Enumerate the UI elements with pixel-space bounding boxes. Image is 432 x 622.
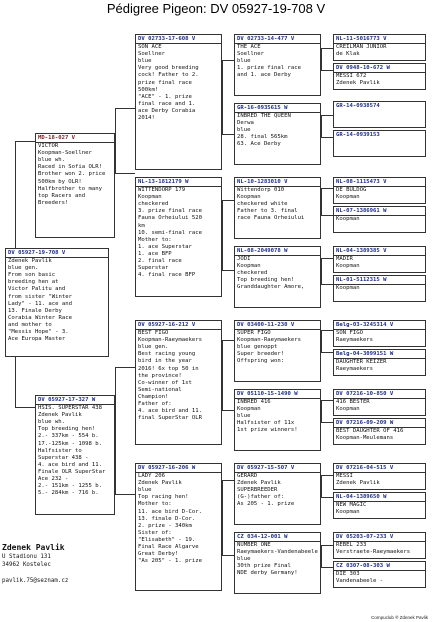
info-line: Derwa: [237, 120, 254, 127]
connector: [15, 357, 16, 407]
ring-number: DV 05927-16-206 W: [138, 465, 196, 471]
info-line: Koopman: [336, 285, 360, 292]
info-line: Superstar 438 -: [38, 454, 89, 461]
owner-block: [2, 542, 68, 585]
info-line: Raced in Sofia OLR!: [38, 164, 102, 171]
ring-number: DV 05110-15-1490 W: [237, 391, 298, 397]
connector: [222, 555, 234, 556]
pedigree-box-gen5[interactable]: [333, 101, 426, 128]
owner-address: U Stadionu 131: [2, 554, 51, 560]
info-line: blue: [138, 58, 152, 65]
info-line: Koopman-Raeymaekers: [237, 337, 301, 344]
info-line: THE ACE: [237, 44, 261, 51]
info-line: 2016! 6x top 50 in: [138, 365, 199, 372]
info-line: Koopman: [237, 406, 261, 413]
connector: [115, 108, 135, 109]
info-line: blue gen.: [8, 265, 39, 272]
connector: [321, 545, 333, 546]
info-line: checkered white: [237, 201, 288, 208]
info-line: SUPERBREEDER: [237, 487, 278, 494]
info-line: NUMBER ONE: [237, 542, 271, 549]
connector: [321, 400, 333, 401]
connector: [321, 284, 333, 285]
ring-number: GR-14-0938574: [336, 103, 380, 109]
info-line: 3. prize final race: [138, 208, 202, 215]
ring-number: CZ 0307-08-303 W: [336, 563, 390, 569]
ring-number: CZ 034-12-001 W: [237, 534, 288, 540]
info-line: 2014!: [138, 115, 155, 122]
connector: [222, 340, 223, 410]
connector: [321, 48, 322, 70]
pedigree-box-dss[interactable]: [234, 320, 321, 382]
connector: [222, 480, 234, 481]
pedigree-box-gen5[interactable]: [333, 532, 426, 559]
info-line: 30th prize Final: [237, 563, 291, 570]
connector: [321, 115, 333, 116]
ring-number: MD-18-027 V: [38, 135, 76, 141]
info-line: CREILMAN JUNIOR: [336, 44, 387, 51]
connector: [321, 48, 333, 49]
info-line: Sister of:: [138, 529, 172, 536]
info-line: the province!: [138, 372, 182, 379]
info-line: JODI: [237, 256, 251, 263]
connector: [321, 330, 322, 352]
connector: [115, 367, 135, 368]
info-line: Koopman: [336, 263, 360, 270]
pedigree-box-gen5[interactable]: [333, 34, 426, 61]
info-line: Final Race Algarve: [138, 544, 199, 551]
connector: [321, 137, 333, 138]
info-line: REBEL 233: [336, 542, 367, 549]
info-line: 10. semi-final race: [138, 229, 202, 236]
info-line: Finale OLR SuperStar: [38, 468, 106, 475]
pedigree-box-sss[interactable]: [234, 34, 321, 96]
pedigree-box-sire[interactable]: [35, 133, 115, 238]
pedigree-box-sd[interactable]: [135, 177, 222, 297]
info-line: INBRED THE QUEEN: [237, 113, 291, 120]
pedigree-box-dds[interactable]: [234, 463, 321, 525]
info-line: ace Derby Corabia: [138, 107, 196, 114]
connector: [321, 188, 333, 189]
connector: [222, 340, 234, 341]
pedigree-box-gen5[interactable]: [333, 389, 426, 416]
ring-number: NL-04-1389650 W: [336, 494, 387, 500]
info-line: Brother won 2. price: [38, 171, 106, 178]
info-line: cock! Father to 2.: [138, 72, 199, 79]
info-line: Great Derby!: [138, 551, 179, 558]
pedigree-box-gen5[interactable]: [333, 275, 426, 302]
info-line: Very good breeding: [138, 65, 199, 72]
connector: [222, 60, 234, 61]
info-line: and 1. ace Derby: [237, 72, 291, 79]
info-line: Ace Europa Master: [8, 336, 66, 343]
footer-credit: Compuclub ® Zdenek Pavlik: [371, 615, 428, 620]
info-line: Semi-national: [138, 386, 182, 393]
pedigree-box-gen5[interactable]: [333, 349, 426, 376]
ring-number: DV 02733-14-477 V: [237, 36, 295, 42]
info-line: 1st prize winners!: [237, 427, 298, 434]
info-line: Koopman: [336, 406, 360, 413]
connector: [222, 270, 234, 271]
info-line: Koopman: [237, 194, 261, 201]
info-line: GERARD: [237, 473, 258, 480]
pedigree-box-gen5[interactable]: [333, 463, 426, 490]
info-line: blue: [237, 58, 251, 65]
info-line: 5.- 284km - 716 b.: [38, 490, 99, 497]
info-line: Koopman: [336, 194, 360, 201]
ring-number: DV 05927-15-507 V: [237, 465, 295, 471]
connector: [222, 200, 234, 201]
connector: [321, 422, 333, 423]
info-line: 4. ace bird and 11.: [138, 408, 202, 415]
info-line: Koopman: [336, 509, 360, 516]
connector: [15, 141, 35, 142]
pedigree-box-dam[interactable]: [35, 395, 115, 515]
info-line: 2. final race: [138, 258, 182, 265]
ring-number: NL-08-2049078 W: [237, 248, 288, 254]
info-line: 11. ace bird D-Cor.: [138, 508, 202, 515]
info-line: 4. ace bird and 11.: [38, 461, 102, 468]
info-line: 13. Finale Derby: [8, 307, 62, 314]
pedigree-box-gen5[interactable]: [333, 418, 426, 445]
info-line: 416 BESTER: [336, 399, 370, 406]
info-line: MESSI 672: [336, 73, 367, 80]
info-line: 500km!: [138, 86, 159, 93]
info-line: SON FIGO: [336, 330, 363, 337]
info-line: blue: [237, 413, 251, 420]
info-line: 2.- 151km - 1255 b.: [38, 483, 102, 490]
ring-number: NL-07-1386961 W: [336, 208, 387, 214]
pedigree-box-ssd[interactable]: [234, 103, 321, 165]
info-line: BEST DAUGHTER OF 416: [336, 428, 404, 435]
info-line: bird in the year: [138, 358, 192, 365]
info-line: Soellner: [237, 51, 264, 58]
info-line: Zdenek Pavlik: [336, 80, 380, 87]
ring-number: DV 05927-17-327 W: [38, 397, 96, 403]
info-line: Koopman-Raeymaekers: [138, 337, 202, 344]
info-line: Mother to:: [138, 236, 172, 243]
info-line: 4. final race BFP: [138, 272, 196, 279]
pedigree-box-dsd[interactable]: [234, 389, 321, 451]
pedigree-box-sdd[interactable]: [234, 246, 321, 308]
info-line: "Messis Hope" - 3.: [8, 329, 69, 336]
connector: [321, 475, 333, 476]
info-line: Ace 232 -: [38, 476, 69, 483]
pedigree-box-gen5[interactable]: [333, 492, 426, 519]
info-line: Raeymaekers: [336, 337, 374, 344]
info-line: Offspring won:: [237, 358, 285, 365]
connector: [321, 545, 322, 567]
pedigree-box-gen5[interactable]: [333, 130, 426, 157]
info-line: DE BULDOG: [336, 187, 367, 194]
ring-number: NL-08-1115473 V: [336, 179, 387, 185]
ring-number: Belg-03-3245314 V: [336, 322, 394, 328]
connector: [321, 258, 322, 284]
connector: [222, 134, 234, 135]
info-line: Lady" - 11. ace and: [8, 300, 72, 307]
info-line: Superstar: [138, 265, 169, 272]
info-line: Victor Palitu and: [8, 286, 66, 293]
info-line: Breeders!: [38, 199, 69, 206]
info-line: top Racers and: [38, 192, 86, 199]
ring-number: NL-10-1283010 V: [237, 179, 288, 185]
info-line: Raeymaekers-Vandenabeele: [237, 549, 318, 556]
connector: [321, 258, 333, 259]
info-line: Verstraete-Raeymaekers: [336, 549, 411, 556]
pedigree-box-ddd[interactable]: [234, 532, 321, 594]
pedigree-box-ss[interactable]: [135, 34, 222, 170]
ring-number: NL-04-1389385 V: [336, 248, 387, 254]
connector: [321, 497, 333, 498]
connector: [321, 215, 333, 216]
connector: [222, 480, 223, 555]
info-line: WITTENDORP 179: [138, 187, 186, 194]
info-line: Vandenabeele -: [336, 578, 384, 585]
info-line: Zdenek Pavlik: [38, 412, 82, 419]
info-line: "ACE" - 1. prize: [138, 93, 192, 100]
info-line: blue gen.: [138, 344, 169, 351]
info-line: Champion!: [138, 393, 169, 400]
info-line: Koopman-Meulemans: [336, 435, 394, 442]
info-line: 17.-125km - 1098 b.: [38, 440, 102, 447]
ring-number: DV 07216-10-850 V: [336, 391, 394, 397]
info-line: km: [138, 222, 145, 229]
connector: [321, 352, 333, 353]
info-line: NEW MAGIC: [336, 502, 367, 509]
info-line: Best racing young: [138, 351, 196, 358]
info-line: de Klak: [336, 51, 360, 58]
info-line: "As 205" - 1. prize: [138, 558, 202, 565]
info-line: Father to 3. final: [237, 208, 298, 215]
info-line: blue: [237, 127, 251, 134]
info-line: and mother to: [8, 321, 52, 328]
ring-number: DV 03400-11-230 V: [237, 322, 295, 328]
info-line: 13. finale D-Cor.: [138, 515, 196, 522]
info-line: (G-)father of:: [237, 494, 285, 501]
info-line: Halfsister of 11x: [237, 420, 295, 427]
ring-number: DV 07216-09-209 W: [336, 420, 394, 426]
ring-number: NL-11-5016773 V: [336, 36, 387, 42]
owner-city: 34962 Kostelec: [2, 562, 51, 568]
info-line: Fauna Orheiului 520: [138, 215, 202, 222]
info-line: race Fauna Orheiului: [237, 215, 305, 222]
connector: [15, 407, 35, 408]
info-line: DIE 303: [336, 571, 360, 578]
info-line: Top breeding hen!: [237, 277, 295, 284]
info-line: Co-winner of 1st: [138, 379, 192, 386]
info-line: Koopman: [237, 263, 261, 270]
pedigree-box-gen5[interactable]: [333, 177, 426, 204]
page-title: Pédigree Pigeon: DV 05927-19-708 V: [106, 1, 326, 16]
info-line: From son basic: [8, 272, 56, 279]
info-line: Zdenek Pavlik: [138, 480, 182, 487]
info-line: NDE derby Germany!: [237, 570, 298, 577]
connector: [115, 108, 116, 173]
info-line: Mother to:: [138, 501, 172, 508]
info-line: 28. final 565km: [237, 134, 288, 141]
connector: [321, 115, 322, 137]
info-line: 1. ace BFP: [138, 250, 172, 257]
ring-number: GR-14-0939153: [336, 132, 380, 138]
connector: [321, 567, 333, 568]
info-line: Father of:: [138, 401, 172, 408]
info-line: blue: [138, 487, 152, 494]
info-line: "Elisabeth" - 19.: [138, 536, 196, 543]
info-line: Halfbrother to many: [38, 185, 102, 192]
info-line: from sister "Winter: [8, 293, 72, 300]
info-line: Koopman-Soellner: [38, 150, 92, 157]
connector: [115, 494, 135, 495]
pedigree-box-ds[interactable]: [135, 320, 222, 445]
info-line: HSIS. SUPERSTAR 438: [38, 405, 102, 412]
info-line: SON ACE: [138, 44, 162, 51]
pedigree-box-sds[interactable]: [234, 177, 321, 239]
info-line: Halfsister to: [38, 447, 82, 454]
info-line: BEST FIGO: [138, 330, 169, 337]
info-line: Corabia Winter Race: [8, 314, 72, 321]
info-line: Zdenek Pavlik: [336, 480, 380, 487]
info-line: VICTOR: [38, 143, 59, 150]
info-line: Raeymaekers: [336, 366, 374, 373]
info-line: Koopman: [336, 216, 360, 223]
connector: [115, 173, 135, 174]
connector: [15, 141, 16, 248]
ring-number: Belg-04-3099151 W: [336, 351, 394, 357]
pedigree-box-gen5[interactable]: [333, 206, 426, 233]
info-line: Zdenek Pavlik: [237, 480, 281, 487]
ring-number: NL-13-1812179 W: [138, 179, 189, 185]
info-line: breeding hen at: [8, 279, 59, 286]
ring-number: DV 05203-07-233 V: [336, 534, 394, 540]
connector: [321, 475, 322, 497]
info-line: As 205 - 1. prize: [237, 501, 295, 508]
info-line: Granddaughter Amore,: [237, 284, 305, 291]
info-line: LADY 206: [138, 473, 165, 480]
info-line: blue genoppt: [237, 344, 278, 351]
owner-email[interactable]: pavlik.75@seznam.cz: [2, 578, 69, 584]
ring-number: DV 0948-10-672 W: [336, 65, 390, 71]
info-line: blue wh.: [38, 157, 65, 164]
info-line: blue wh.: [38, 419, 65, 426]
pedigree-box-gen5[interactable]: [333, 63, 426, 90]
connector: [321, 330, 333, 331]
info-line: 2. prize - 340km: [138, 522, 192, 529]
info-line: MESSI: [336, 473, 353, 480]
info-line: 2.- 337km - 554 b.: [38, 433, 99, 440]
connector: [222, 200, 223, 270]
info-line: Soellner: [138, 51, 165, 58]
ring-number: GR-16-0935615 W: [237, 105, 288, 111]
pedigree-box-dd[interactable]: [135, 463, 222, 591]
info-line: Wittendorp 010: [237, 187, 285, 194]
pedigree-box-gen5[interactable]: [333, 320, 426, 347]
info-line: blue: [237, 556, 251, 563]
info-line: checkered: [237, 270, 268, 277]
connector: [321, 400, 322, 422]
info-line: final SuperStar OLR: [138, 415, 202, 422]
info-line: Koopman: [138, 194, 162, 201]
info-line: prize final race: [138, 79, 192, 86]
info-line: Top breeding hen!: [38, 426, 96, 433]
pedigree-box-gen5[interactable]: [333, 561, 426, 588]
info-line: DAUGHTER KEIZER: [336, 359, 387, 366]
info-line: MADIR: [336, 256, 353, 263]
connector: [222, 410, 234, 411]
info-line: INBRED 416: [237, 399, 271, 406]
connector: [222, 60, 223, 134]
info-line: 63. Ace Derby: [237, 141, 281, 148]
info-line: checkered: [138, 201, 169, 208]
pedigree-box-gen5[interactable]: [333, 246, 426, 273]
info-line: SUPER FIGO: [237, 330, 271, 337]
connector: [115, 367, 116, 494]
info-line: Top racing hen!: [138, 494, 189, 501]
ring-number: DV 05927-16-212 V: [138, 322, 196, 328]
info-line: 1. ace Superstar: [138, 243, 192, 250]
ring-number: DV 05927-19-708 V: [8, 250, 66, 256]
info-line: 500km by OLR!: [38, 178, 82, 185]
ring-number: NL-01-5112315 W: [336, 277, 387, 283]
connector: [321, 70, 333, 71]
info-line: final race and 1.: [138, 100, 196, 107]
pedigree-box-subject[interactable]: [5, 248, 109, 357]
ring-number: DV 07216-04-515 V: [336, 465, 394, 471]
connector: [321, 188, 322, 215]
info-line: Zdenek Pavlik: [8, 258, 52, 265]
info-line: Super breeder!: [237, 351, 285, 358]
ring-number: DV 02733-17-608 V: [138, 36, 196, 42]
owner-name: Zdenek Pavlik: [2, 543, 65, 552]
info-line: 1. prize final race: [237, 65, 301, 72]
